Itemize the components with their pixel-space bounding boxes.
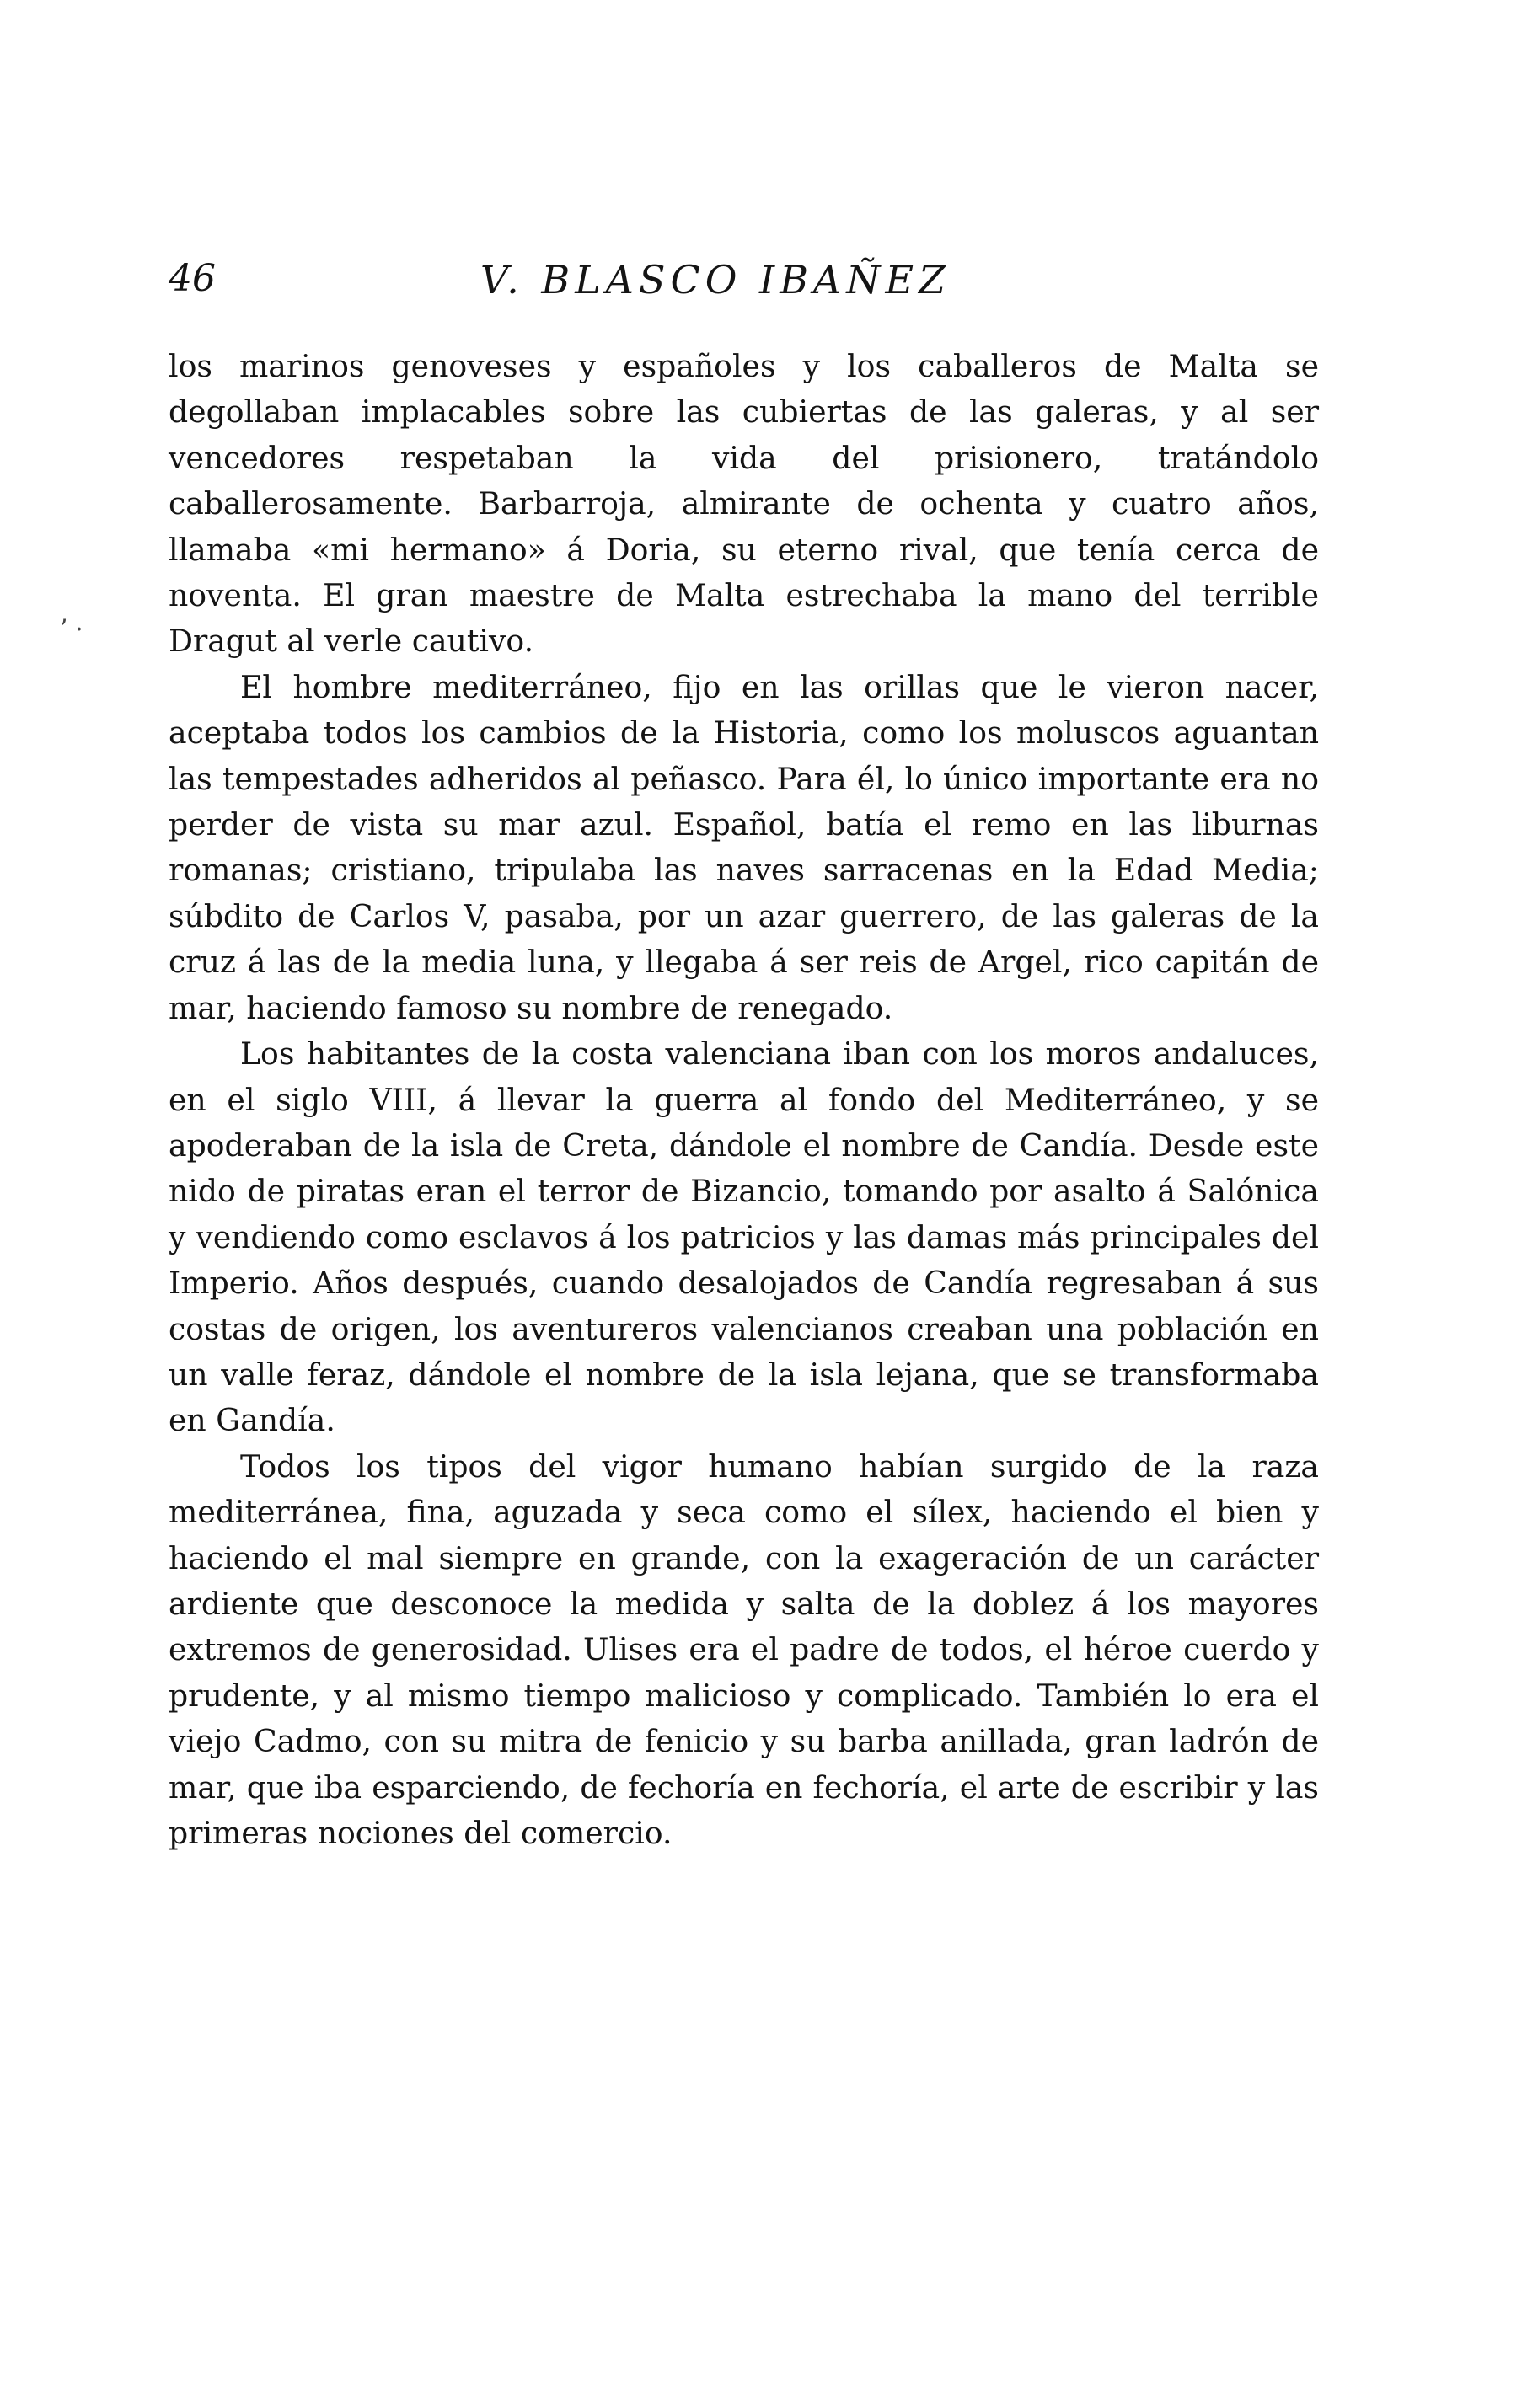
- running-head-author: V. BLASCO IBAÑEZ: [480, 257, 951, 302]
- margin-mark: ʼ ·: [59, 615, 83, 645]
- paragraph-2: El hombre mediterráneo, fijo en las orillas que le vieron nacer, aceptaba todos los cambios de la Historia, como los moluscos aguantan las tempestades adheridos al peñasco. Para él, lo único importante era no perder de vista su mar azul. Español, batía el remo en las liburnas romanas; cristiano, tripulaba las naves sarracenas en la Edad Media; súbdito de Carlos V, pasaba, por un azar guerrero, de las galeras de la cruz á las de la media luna, y llegaba á ser reis de Argel, rico capitán de mar, haciendo famoso su nombre de renegado.: [169, 668, 1319, 1026]
- paragraph-1: los marinos genoveses y españoles y los caballeros de Malta se degollaban implacables sobre las cubiertas de las galeras, y al ser vencedores respetaban la vida del prisionero, tratándolo caballerosamente. Barbarroja, almirante de ochenta y cuatro años, llamaba «mi hermano» á Doria, su eterno rival, que tenía cerca de noventa. El gran maestre de Malta estrechaba la mano del terrible Dragut al verle cautivo.: [169, 348, 1319, 660]
- paragraph-3: Los habitantes de la costa valenciana iban con los moros andaluces, en el siglo VIII, á llevar la guerra al fondo del Mediterráneo, y se apoderaban de la isla de Creta, dándole el nombre de Candía. Desde este nido de piratas eran el terror de Bizancio, tomando por asalto á Salónica y vendiendo como esclavos á los patricios y las damas más principales del Imperio. Años después, cuando desalojados de Candía regresaban á sus costas de origen, los aventureros valencianos creaban una población en un valle feraz, dándole el nombre de la isla lejana, que se transformaba en Gandía.: [169, 1035, 1319, 1439]
- body-text: [169, 344, 1319, 1856]
- running-head: [169, 257, 1332, 324]
- paragraph-4: Todos los tipos del vigor humano habían surgido de la raza mediterránea, fina, aguzada y seca como el sílex, haciendo el bien y haciendo el mal siempre en grande, con la exageración de un carácter ardiente que desconoce la medida y salta de la doblez á los mayores extremos de generosidad. Ulises era el padre de todos, el héroe cuerdo y prudente, y al mismo tiempo malicioso y complicado. También lo era el viejo Cadmo, con su mitra de fenicio y su barba anillada, gran ladrón de mar, que iba esparciendo, de fechoría en fechoría, el arte de escribir y las primeras nociones del comercio.: [169, 1447, 1319, 1851]
- page-number: 46: [169, 257, 216, 300]
